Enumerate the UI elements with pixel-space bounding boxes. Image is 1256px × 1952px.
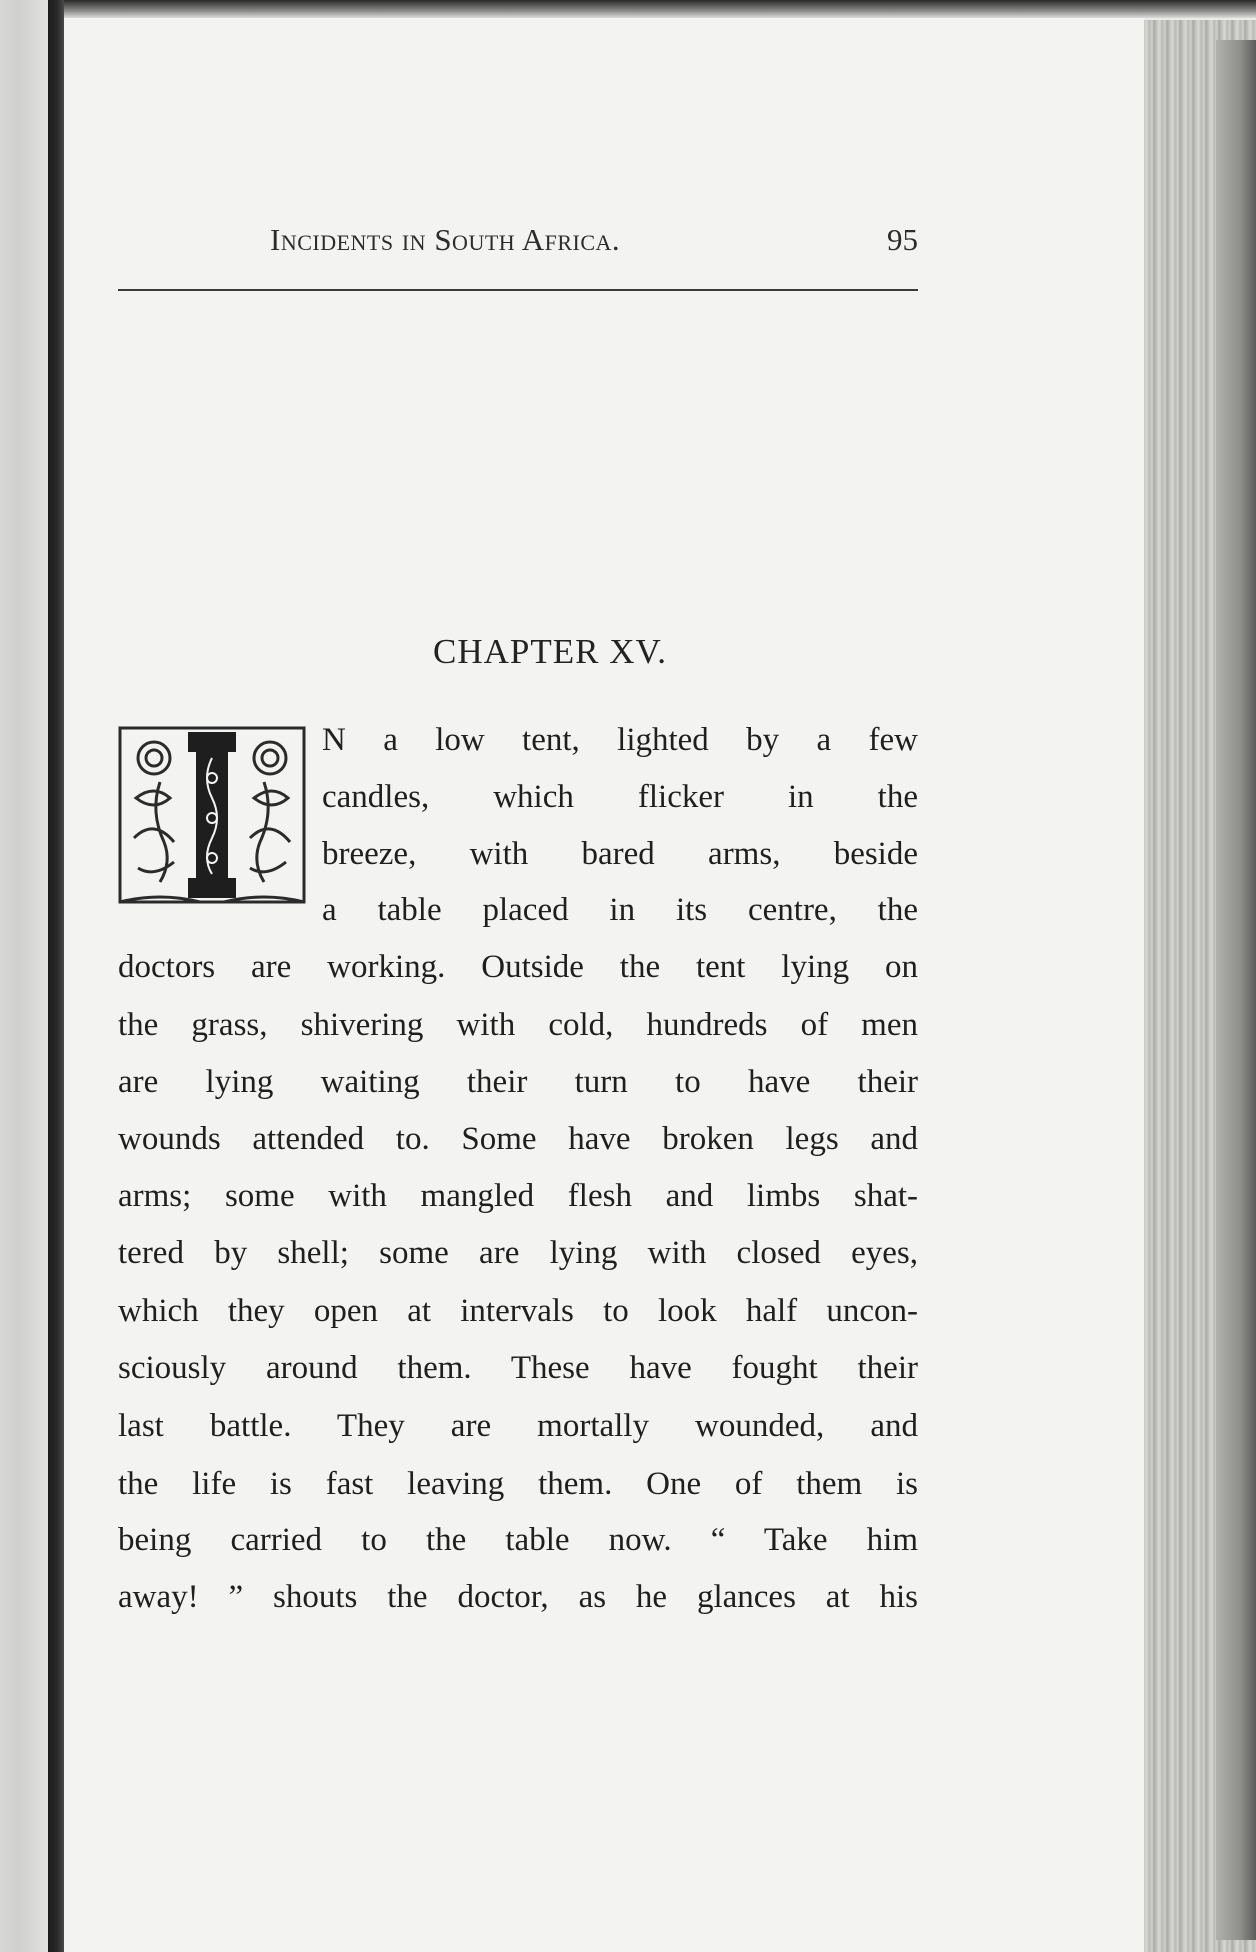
drop-cap-ornament-icon (116, 718, 308, 910)
body-line: are lying waiting their turn to have their (118, 1064, 918, 1100)
body-line: which they open at intervals to look half uncon- (118, 1293, 918, 1329)
page-number: 95 (887, 222, 918, 257)
body-line: wounds attended to. Some have broken legs and (118, 1121, 918, 1157)
fore-edge-page-stack (1144, 20, 1256, 1952)
body-line: a table placed in its centre, the (322, 892, 918, 928)
running-head-title: Incidents in South Africa. (270, 222, 621, 257)
body-line: tered by shell; some are lying with closed eyes, (118, 1235, 918, 1271)
body-line: N a low tent, lighted by a few (322, 722, 918, 758)
body-line: arms; some with mangled flesh and limbs shat- (118, 1178, 918, 1214)
body-line: sciously around them. These have fought their (118, 1350, 918, 1386)
running-head-rule (118, 289, 918, 291)
book-spine-left (0, 0, 48, 1952)
body-line: last battle. They are mortally wounded, and (118, 1408, 918, 1444)
body-line: away! ” shouts the doctor, as he glances at his (118, 1579, 918, 1615)
body-line: candles, which flicker in the (322, 779, 918, 815)
body-line: breeze, with bared arms, beside (322, 836, 918, 872)
body-line: being carried to the table now. “ Take him (118, 1522, 918, 1558)
ornamental-drop-cap (116, 718, 308, 910)
body-line: doctors are working. Outside the tent lying on (118, 949, 918, 985)
gutter-shadow (48, 0, 64, 1952)
running-head (118, 222, 918, 262)
body-line: the grass, shivering with cold, hundreds of men (118, 1007, 918, 1043)
body-line: the life is fast leaving them. One of them is (118, 1466, 918, 1502)
chapter-title: CHAPTER XV. (432, 632, 667, 671)
top-page-edge (64, 0, 1256, 18)
